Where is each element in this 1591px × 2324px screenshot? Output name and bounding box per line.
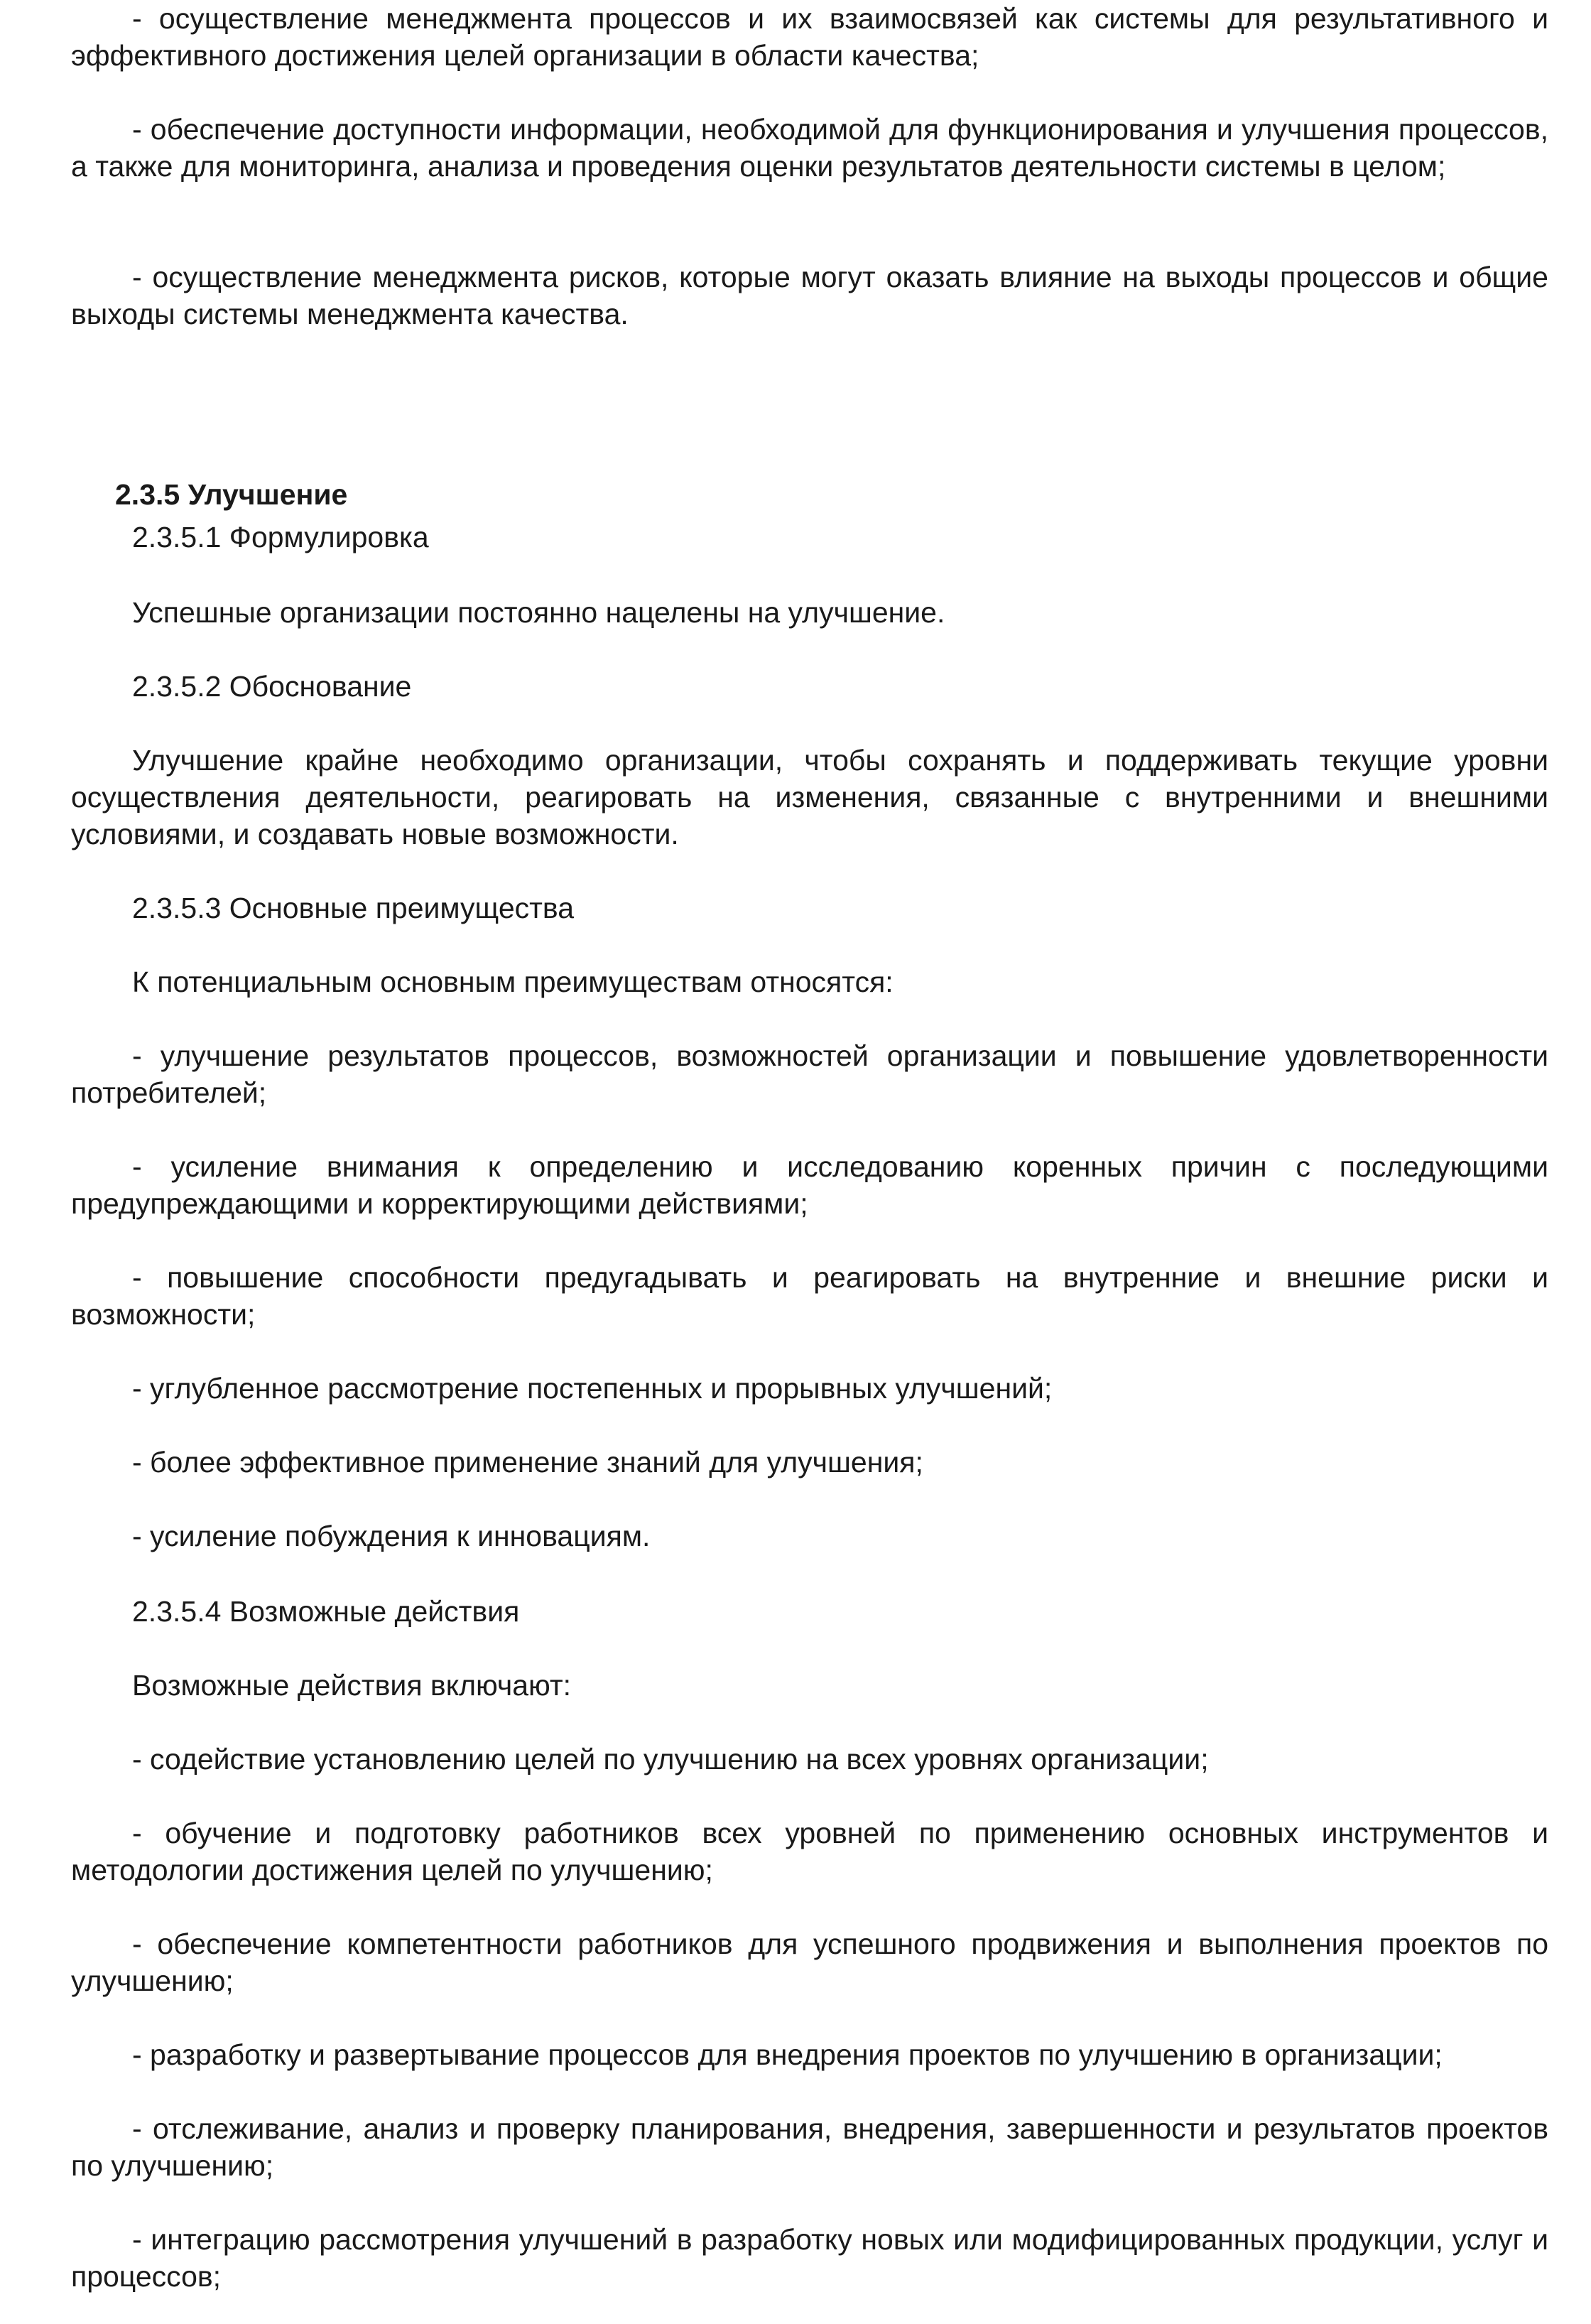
list-item: - разработку и развертывание процессов для внедрения проектов по улучшению в организации;: [132, 2038, 1443, 2071]
list-item: - отслеживание, анализ и проверку планирования, внедрения, завершенности и результатов проектов по улучшению;: [71, 2112, 1548, 2182]
list-item: - осуществление менеджмента процессов и их взаимосвязей как системы для результативного и эффективного достижения целей организации в области качества;: [71, 2, 1548, 72]
list-item: - интеграцию рассмотрения улучшений в разработку новых или модифицированных продукции, услуг и процессов;: [71, 2223, 1548, 2293]
paragraph: К потенциальным основным преимуществам относятся:: [132, 966, 894, 998]
subsection-title: 2.3.5.3 Основные преимущества: [132, 892, 575, 924]
subsection-title: 2.3.5.2 Обоснование: [132, 670, 412, 703]
list-item: - обеспечение доступности информации, необходимой для функционирования и улучшения процессов, а также для мониторинга, анализа и проведения оценки результатов деятельности системы в целом;: [71, 113, 1548, 183]
list-item: - обучение и подготовку работников всех уровней по применению основных инструментов и методологии достижения целей по улучшению;: [71, 1817, 1548, 1886]
section-heading: 2.3.5 Улучшение: [115, 478, 348, 511]
list-item: - повышение способности предугадывать и реагировать на внутренние и внешние риски и возможности;: [71, 1261, 1548, 1331]
list-item: - улучшение результатов процессов, возможностей организации и повышение удовлетворенности потребителей;: [71, 1039, 1548, 1109]
paragraph: Возможные действия включают:: [132, 1669, 572, 1702]
list-item: - более эффективное применение знаний для улучшения;: [132, 1446, 923, 1479]
paragraph: Успешные организации постоянно нацелены на улучшение.: [132, 596, 945, 629]
list-item: - углубленное рассмотрение постепенных и прорывных улучшений;: [132, 1372, 1053, 1405]
list-item: - усиление побуждения к инновациям.: [132, 1520, 651, 1552]
list-item: - осуществление менеджмента рисков, которые могут оказать влияние на выходы процессов и общие выходы системы менеджмента качества.: [71, 261, 1548, 330]
paragraph: Улучшение крайне необходимо организации, чтобы сохранять и поддерживать текущие уровни осуществления деятельности, реагировать на изменения, связанные с внутренними и внешними условиями, и создавать новые возможности.: [71, 744, 1548, 850]
list-item: - содействие установлению целей по улучшению на всех уровнях организации;: [132, 1743, 1209, 1776]
list-item: - обеспечение компетентности работников для успешного продвижения и выполнения проектов по улучшению;: [71, 1928, 1548, 1997]
subsection-title: 2.3.5.1 Формулировка: [132, 521, 429, 553]
subsection-title: 2.3.5.4 Возможные действия: [132, 1595, 520, 1628]
list-item: - усиление внимания к определению и исследованию коренных причин с последующими предупреждающими и корректирующими действиями;: [71, 1150, 1548, 1220]
